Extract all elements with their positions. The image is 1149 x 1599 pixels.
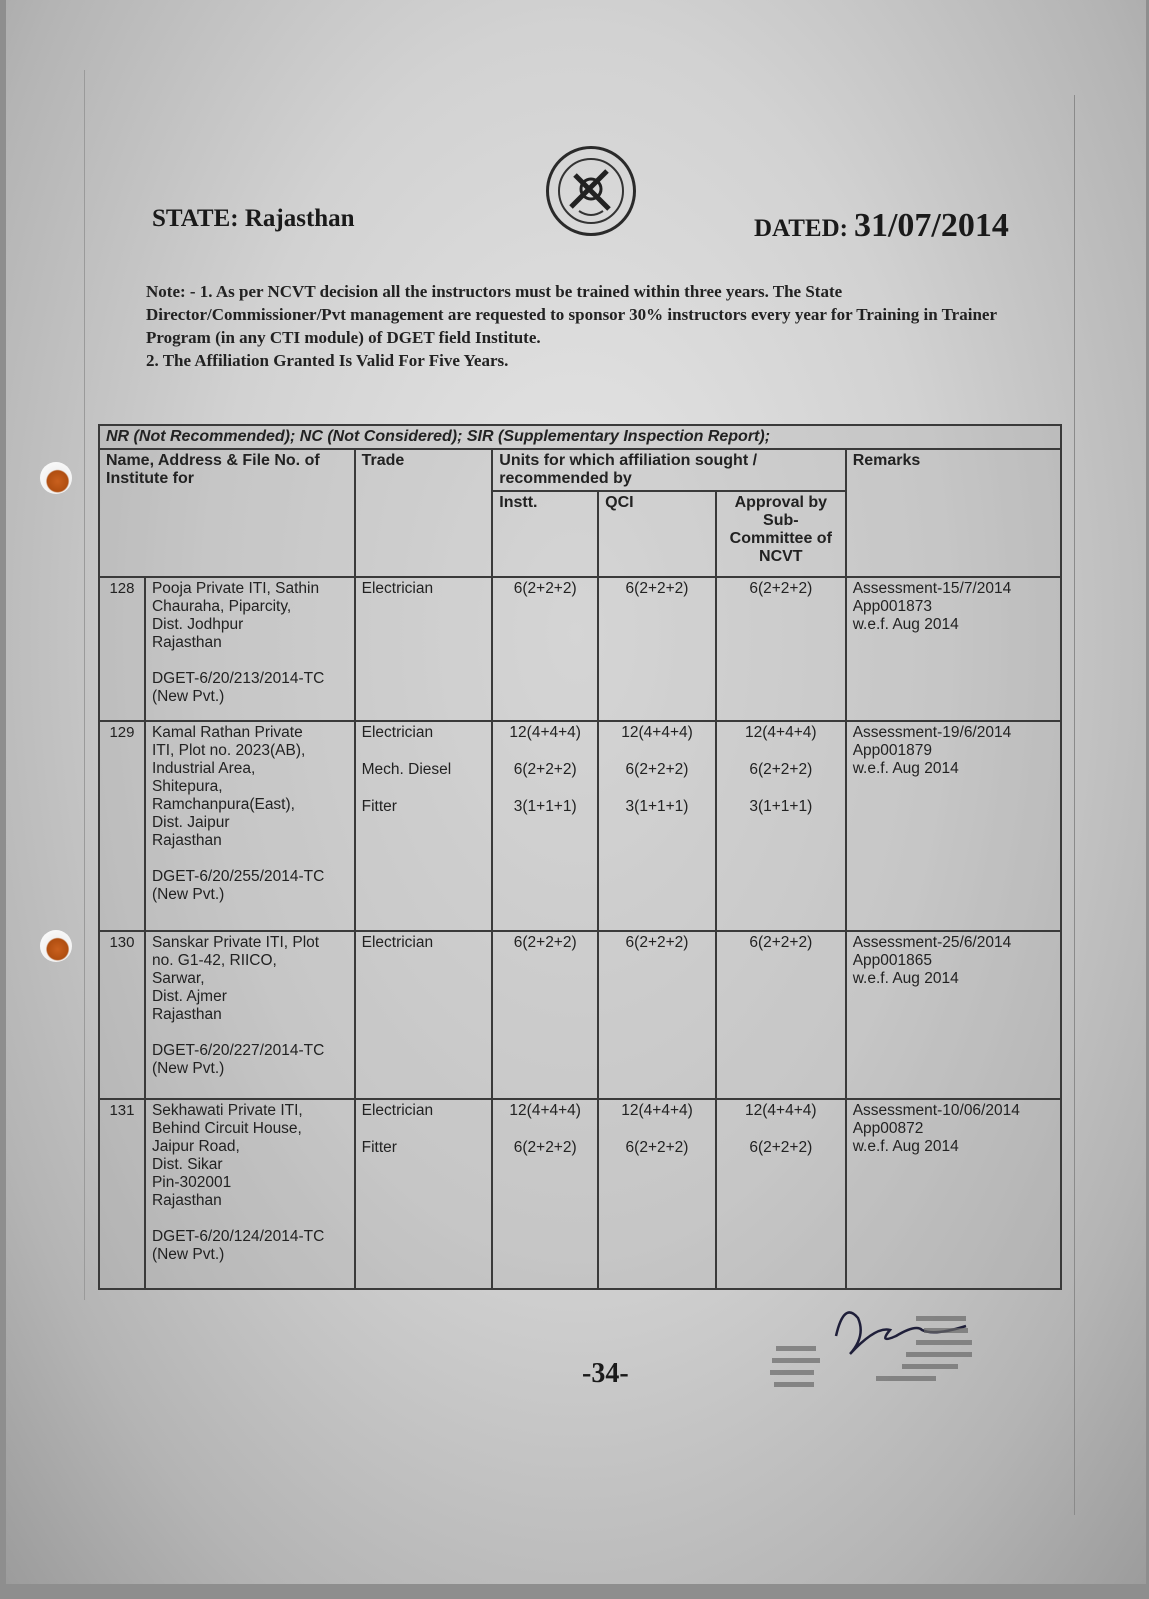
row-serial: 131 xyxy=(99,1099,145,1289)
address-line: Industrial Area, xyxy=(151,760,256,777)
file-number: DGET-6/20/213/2014-TC xyxy=(151,670,325,687)
address-line: Sekhawati Private ITI, xyxy=(151,1102,303,1119)
page-number: -34- xyxy=(582,1358,629,1389)
trade-cell xyxy=(355,577,493,721)
instt-units: 3(1+1+1) xyxy=(513,798,577,815)
table-row xyxy=(99,1099,1061,1289)
approval-units: 6(2+2+2) xyxy=(749,580,813,597)
table-row xyxy=(99,931,1061,1099)
address-line: Dist. Sikar xyxy=(151,1156,223,1173)
header-name: Name, Address & File No. of Institute for xyxy=(99,449,355,577)
institute-type: (New Pvt.) xyxy=(151,688,225,705)
remark-line: w.e.f. Aug 2014 xyxy=(852,1138,959,1155)
institute-cell xyxy=(145,1099,355,1289)
remark-line: Assessment-10/06/2014 xyxy=(852,1102,1020,1119)
address-line: Kamal Rathan Private xyxy=(151,724,303,741)
instt-units: 6(2+2+2) xyxy=(513,1139,577,1156)
qci-units: 6(2+2+2) xyxy=(625,580,689,597)
qci-units: 12(4+4+4) xyxy=(621,1102,693,1119)
institute-cell xyxy=(145,721,355,931)
remark-line: Assessment-15/7/2014 xyxy=(852,580,1012,597)
header-trade: Trade xyxy=(355,449,493,577)
trade-cell xyxy=(355,721,493,931)
approval-units: 3(1+1+1) xyxy=(749,798,813,815)
note-1: Note: - 1. As per NCVT decision all the instructors must be trained within three years. The State Director/Commissioner/Pvt management are requested to sponsor 30% instructors every year for Training in Trainer Program (in any CTI module) of DGET field Institute. xyxy=(146,282,997,347)
table-row xyxy=(99,721,1061,931)
remark-line: App001873 xyxy=(852,598,932,615)
dated-label xyxy=(754,207,1009,245)
address-line: Rajasthan xyxy=(151,1006,222,1023)
trade-name: Mech. Diesel xyxy=(361,761,452,778)
approval-units: 6(2+2+2) xyxy=(749,761,813,778)
address-line: Shitepura, xyxy=(151,778,223,795)
qci-units: 3(1+1+1) xyxy=(625,798,689,815)
remarks-cell xyxy=(846,577,1061,721)
file-number: DGET-6/20/124/2014-TC xyxy=(151,1228,325,1245)
trade-name: Electrician xyxy=(361,934,434,951)
state-label: STATE: Rajasthan xyxy=(152,205,355,232)
row-serial: 129 xyxy=(99,721,145,931)
margin-line-right xyxy=(1074,95,1075,1515)
remarks-cell xyxy=(846,931,1061,1099)
approval-cell xyxy=(716,931,846,1099)
dated-value: 31/07/2014 xyxy=(853,207,1009,244)
emblem-icon xyxy=(546,146,636,236)
address-line: Jaipur Road, xyxy=(151,1138,240,1155)
trade-name: Electrician xyxy=(361,1102,434,1119)
address-line: Chauraha, Piparcity, xyxy=(151,598,292,615)
file-number: DGET-6/20/255/2014-TC xyxy=(151,868,325,885)
instt-cell xyxy=(492,931,598,1099)
note-2: 2. The Affiliation Granted Is Valid For Five Years. xyxy=(146,351,509,370)
header-units: Units for which affiliation sought / recommended by xyxy=(492,449,845,491)
remark-line: w.e.f. Aug 2014 xyxy=(852,760,959,777)
instt-units: 12(4+4+4) xyxy=(509,1102,581,1119)
instt-units: 6(2+2+2) xyxy=(513,761,577,778)
institute-cell xyxy=(145,931,355,1099)
qci-units: 6(2+2+2) xyxy=(625,761,689,778)
punch-hole-icon xyxy=(40,930,72,962)
approval-cell xyxy=(716,721,846,931)
institute-type: (New Pvt.) xyxy=(151,886,225,903)
qci-units: 6(2+2+2) xyxy=(625,1139,689,1156)
address-line: Sarwar, xyxy=(151,970,205,987)
header-qci: QCI xyxy=(598,491,716,577)
address-line: ITI, Plot no. 2023(AB), xyxy=(151,742,306,759)
header-approval: Approval by Sub-Committee of NCVT xyxy=(716,491,846,577)
instt-cell xyxy=(492,721,598,931)
qci-units: 12(4+4+4) xyxy=(621,724,693,741)
instt-cell xyxy=(492,1099,598,1289)
qci-cell xyxy=(598,721,716,931)
dated-caption: DATED: xyxy=(754,215,848,242)
address-line: Dist. Jaipur xyxy=(151,814,230,831)
affiliation-table xyxy=(98,424,1062,1290)
approval-cell xyxy=(716,577,846,721)
trade-name: Fitter xyxy=(361,1139,397,1156)
header-instt: Instt. xyxy=(492,491,598,577)
address-line: Rajasthan xyxy=(151,832,222,849)
instt-units: 12(4+4+4) xyxy=(509,724,581,741)
table-legend: NR (Not Recommended); NC (Not Considered); SIR (Supplementary Inspection Report); xyxy=(99,425,1061,449)
remark-line: w.e.f. Aug 2014 xyxy=(852,970,959,987)
qci-cell xyxy=(598,1099,716,1289)
row-serial: 128 xyxy=(99,577,145,721)
address-line: Rajasthan xyxy=(151,634,222,651)
address-line: Sanskar Private ITI, Plot xyxy=(151,934,320,951)
instt-units: 6(2+2+2) xyxy=(513,580,577,597)
address-line: Pin-302001 xyxy=(151,1174,232,1191)
address-line: Behind Circuit House, xyxy=(151,1120,302,1137)
remarks-cell xyxy=(846,1099,1061,1289)
signature-stamp-icon xyxy=(766,1296,996,1431)
qci-cell xyxy=(598,931,716,1099)
address-line: Pooja Private ITI, Sathin xyxy=(151,580,320,597)
qci-units: 6(2+2+2) xyxy=(625,934,689,951)
notes xyxy=(146,280,1036,372)
approval-units: 12(4+4+4) xyxy=(745,1102,817,1119)
institute-type: (New Pvt.) xyxy=(151,1246,225,1263)
address-line: Dist. Ajmer xyxy=(151,988,227,1005)
address-line: no. G1-42, RIICO, xyxy=(151,952,277,969)
address-line: Dist. Jodhpur xyxy=(151,616,244,633)
remark-line: Assessment-25/6/2014 xyxy=(852,934,1012,951)
remark-line: App001865 xyxy=(852,952,932,969)
remark-line: Assessment-19/6/2014 xyxy=(852,724,1012,741)
remark-line: App001879 xyxy=(852,742,932,759)
trade-cell xyxy=(355,931,493,1099)
document-page xyxy=(6,0,1146,1584)
address-line: Rajasthan xyxy=(151,1192,222,1209)
approval-units: 6(2+2+2) xyxy=(749,1139,813,1156)
instt-cell xyxy=(492,577,598,721)
approval-cell xyxy=(716,1099,846,1289)
header-remarks: Remarks xyxy=(846,449,1061,577)
remark-line: App00872 xyxy=(852,1120,924,1137)
punch-hole-icon xyxy=(40,462,72,494)
remark-line: w.e.f. Aug 2014 xyxy=(852,616,959,633)
margin-line-left xyxy=(84,70,85,1300)
table-row xyxy=(99,577,1061,721)
approval-units: 12(4+4+4) xyxy=(745,724,817,741)
instt-units: 6(2+2+2) xyxy=(513,934,577,951)
trade-name: Fitter xyxy=(361,798,397,815)
remarks-cell xyxy=(846,721,1061,931)
address-line: Ramchanpura(East), xyxy=(151,796,295,813)
approval-units: 6(2+2+2) xyxy=(749,934,813,951)
trade-cell xyxy=(355,1099,493,1289)
institute-cell xyxy=(145,577,355,721)
row-serial: 130 xyxy=(99,931,145,1099)
file-number: DGET-6/20/227/2014-TC xyxy=(151,1042,325,1059)
qci-cell xyxy=(598,577,716,721)
trade-name: Electrician xyxy=(361,580,434,597)
institute-type: (New Pvt.) xyxy=(151,1060,225,1077)
trade-name: Electrician xyxy=(361,724,434,741)
